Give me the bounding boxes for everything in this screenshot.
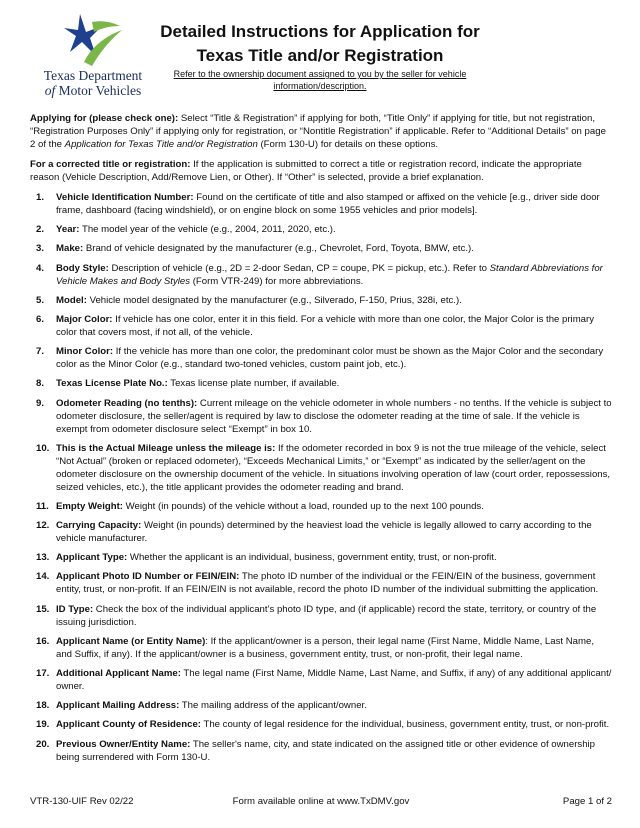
- item-text: The mailing address of the applicant/owner.: [179, 700, 367, 712]
- instruction-item: [30, 242, 612, 255]
- item-text: Vehicle model designated by the manufacturer (e.g., Silverado, F-150, Prius, 328i, etc.).: [86, 294, 462, 306]
- instruction-item: [30, 500, 612, 513]
- item-number: 7.: [36, 346, 45, 358]
- applying-for-text-2: (Form 130-U) for details on these options.: [257, 139, 439, 150]
- instruction-item: [30, 345, 612, 371]
- item-number: 8.: [36, 378, 45, 390]
- item-text: The seller's name, city, and state indicated on the assigned title or other evidence of ownership being surrendered with Form 130-U.: [56, 738, 596, 763]
- logo-of: of: [44, 83, 56, 98]
- item-label: Make:: [56, 243, 84, 255]
- item-text: Whether the applicant is an individual, business, government entity, trust, or non-profit.: [127, 552, 497, 564]
- item-label: Year:: [56, 224, 80, 236]
- logo-motor-vehicles: Motor Vehicles: [55, 83, 142, 98]
- item-label: Carrying Capacity:: [56, 520, 142, 532]
- instruction-item: [30, 635, 612, 661]
- item-label: Odometer Reading (no tenths):: [56, 397, 198, 409]
- item-number: 19.: [36, 719, 50, 731]
- applying-for-label: Applying for (please check one):: [30, 113, 179, 124]
- corrected-title-text: If the application is submitted to correct a title or registration record, indicate the appropriate reason (Vehicle Description, Add/Remove Lien, or Other). If “Other” is selected, provide a brief explanation.: [30, 159, 582, 183]
- item-italic-text: Standard Abbreviations for Vehicle Makes and Body Styles: [56, 262, 603, 287]
- instruction-item: [30, 738, 612, 764]
- item-text-2: (Form VTR-249) for more abbreviations.: [190, 275, 364, 287]
- item-number: 17.: [36, 668, 50, 679]
- corrected-title-paragraph: [30, 158, 612, 184]
- item-label: Applicant Photo ID Number or FEIN/EIN:: [56, 571, 240, 583]
- instruction-item: [30, 191, 612, 217]
- item-label: Minor Color:: [56, 346, 114, 358]
- item-text: If vehicle has one color, enter it in this field. For a vehicle with more than one color, the Major Color is the primary color that covers most, if not all, of the vehicle.: [56, 313, 595, 338]
- item-text: Weight (in pounds) determined by the heaviest load the vehicle is legally allowed to carry according to the vehicle manufacturer.: [56, 520, 592, 545]
- instruction-item: [30, 223, 612, 236]
- item-label: Model:: [56, 294, 87, 306]
- instructions-body: [30, 112, 612, 770]
- item-text: If the vehicle has more than one color, the predominant color must be shown as the Major Color and the secondary color as the Minor Color (e.g., standard two-toned vehicles, custom paint job, etc.).: [56, 346, 604, 371]
- item-label: Applicant Mailing Address:: [56, 700, 180, 712]
- item-label: ID Type:: [56, 603, 94, 615]
- item-label: Additional Applicant Name:: [56, 668, 181, 679]
- instruction-item: [30, 294, 612, 307]
- applying-for-italic: Application for Texas Title and/or Registration: [64, 139, 258, 150]
- item-number: 13.: [36, 552, 50, 564]
- instruction-item: [30, 667, 612, 693]
- item-number: 12.: [36, 520, 50, 532]
- item-text: Weight (in pounds) of the vehicle without a load, rounded up to the next 100 pounds.: [122, 500, 484, 512]
- txdmv-logo: [28, 12, 158, 98]
- item-number: 20.: [36, 738, 50, 750]
- title-line-2: Texas Title and/or Registration: [196, 46, 444, 65]
- form-online-link: Form available online at www.TxDMV.gov: [232, 796, 410, 807]
- page-title: [152, 20, 488, 68]
- instruction-item: [30, 603, 612, 629]
- item-number: 16.: [36, 635, 50, 647]
- instruction-item: [30, 519, 612, 545]
- item-label: Empty Weight:: [56, 500, 123, 512]
- item-text: Found on the certificate of title and also stamped or affixed on the vehicle [e.g., driver side door frame, dashboard (facing windshield), or on engine block on some 1955 vehicles and prior models].: [56, 192, 600, 216]
- applying-for-paragraph: [30, 112, 612, 151]
- star-swoosh-icon: [62, 12, 124, 66]
- item-number: 5.: [36, 294, 45, 306]
- item-text: Texas license plate number, if available.: [167, 378, 340, 390]
- item-number: 14.: [36, 571, 50, 583]
- instruction-item: [30, 377, 612, 390]
- corrected-title-label: For a corrected title or registration:: [30, 159, 191, 170]
- item-number: 9.: [36, 397, 45, 409]
- instruction-item: [30, 699, 612, 712]
- form-id: VTR-130-UIF Rev 02/22: [30, 796, 134, 807]
- item-number: 1.: [36, 192, 45, 203]
- item-label: This is the Actual Mileage unless the mileage is:: [56, 442, 276, 454]
- instruction-item: [30, 718, 612, 731]
- item-text: Brand of vehicle designated by the manufacturer (e.g., Chevrolet, Ford, Toyota, BMW, etc.).: [83, 243, 474, 255]
- item-label: Applicant Name (or Entity Name): [56, 635, 206, 647]
- item-label: Vehicle Identification Number:: [56, 192, 194, 203]
- item-number: 18.: [36, 700, 50, 712]
- instruction-item: [30, 570, 612, 596]
- item-number: 15.: [36, 603, 50, 615]
- instruction-item: [30, 442, 612, 494]
- item-text: If the odometer recorded in box 9 is not the true mileage of the vehicle, select “Not Actual” (broken or replaced odometer), “Exceeds Mechanical Limits,” or “Exempt” as indicated by the seller/agent on the odometer disclosure on the ownership document of the vehicle. In situations involving operation of law (court order, repossessions, seized vehicles, etc.), the title applicant provides the odometer reading and brand.: [56, 442, 611, 493]
- title-line-1: Detailed Instructions for Application for: [160, 22, 480, 41]
- applying-for-text-1: Select “Title & Registration” if applying for both, “Title Only” if applying for title, but not registration, “Registration Purposes Only” if applying only for registration, or “Nontitle Registration” if applicable. Refer to “Additional Details” on page 2 of the: [30, 113, 606, 150]
- item-label: Applicant County of Residence:: [56, 719, 201, 731]
- numbered-instructions-list: [30, 191, 612, 764]
- instruction-item: [30, 313, 612, 339]
- item-label: Previous Owner/Entity Name:: [56, 738, 191, 750]
- item-number: 4.: [36, 262, 45, 274]
- item-number: 10.: [36, 442, 50, 454]
- instruction-item: [30, 551, 612, 564]
- item-number: 3.: [36, 243, 45, 255]
- page-number: Page 1 of 2: [562, 796, 612, 807]
- item-number: 2.: [36, 224, 45, 236]
- item-text: Current mileage on the vehicle odometer in whole numbers - no tenths. If the vehicle is subject to odometer disclosure, the seller/agent is required by law to disclose the odometer reading at the time of sale. If the vehicle is exempt from odometer disclosure select “Exempt” in box 10.: [56, 397, 612, 435]
- item-text: The county of legal residence for the individual, business, government entity, trust, or non-profit.: [200, 719, 610, 731]
- logo-line-2: [28, 83, 158, 99]
- item-label: Texas License Plate No.:: [56, 378, 168, 390]
- instruction-item: [30, 262, 612, 288]
- item-text: Check the box of the individual applicant’s photo ID type, and (if applicable) record the state, territory, or country of the issuing jurisdiction.: [56, 603, 597, 628]
- page-subtitle: Refer to the ownership document assigned to you by the seller for vehicle information/description.: [173, 69, 467, 91]
- item-text: Description of vehicle (e.g., 2D = 2-door Sedan, CP = coupe, PK = pickup, etc.). Refer to: [108, 262, 490, 274]
- logo-line-1: Texas Department: [43, 68, 143, 83]
- item-text: : If the applicant/owner is a person, their legal name (First Name, Middle Name, Last Name, and Suffix, if any). If the applicant/owner is a business, government entity, trust, or non-profit, their legal name.: [56, 635, 594, 660]
- instruction-item: [30, 397, 612, 436]
- item-label: Body Style:: [56, 262, 109, 274]
- item-text: The model year of the vehicle (e.g., 2004, 2011, 2020, etc.).: [79, 224, 336, 236]
- item-number: 11.: [36, 500, 49, 512]
- item-number: 6.: [36, 313, 45, 325]
- item-text: The legal name (First Name, Middle Name, Last Name, and Suffix, if any) of any additional applicant/ owner.: [56, 668, 612, 692]
- item-label: Major Color:: [56, 313, 113, 325]
- item-text: The photo ID number of the individual or the FEIN/EIN of the business, government entity, trust, or non-profit. If an FEIN/EIN is not available, record the photo ID number of the individual submitting the application.: [56, 571, 599, 596]
- item-label: Applicant Type:: [56, 552, 128, 564]
